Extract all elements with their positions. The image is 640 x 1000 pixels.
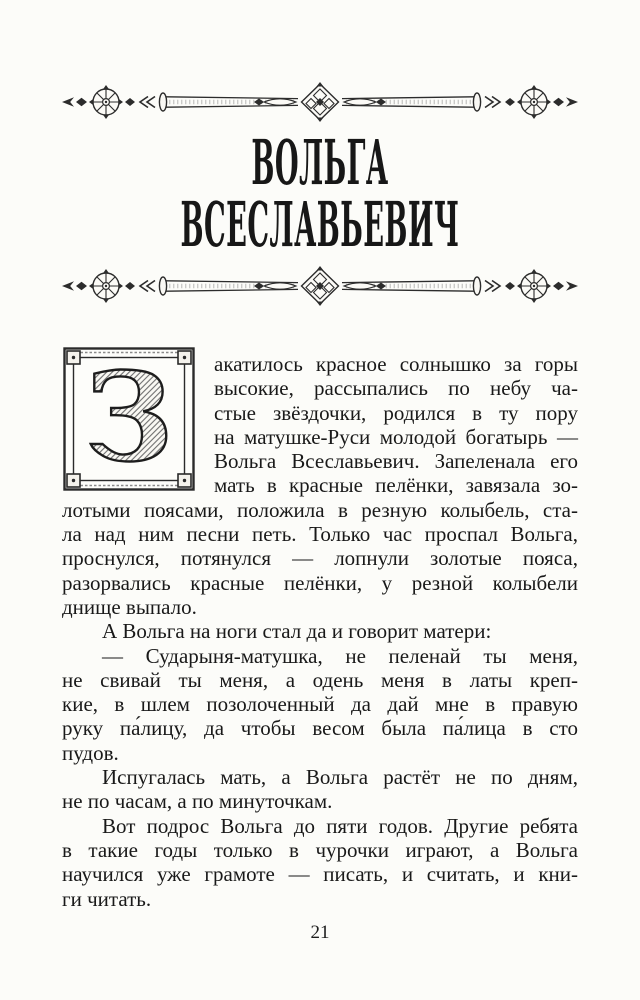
text-line: научился уже грамоте — писать, и считать, и кни-: [62, 862, 578, 887]
drop-cap-initial: [62, 346, 196, 492]
text-line: мать в красные пелёнки, завязала зо-: [214, 473, 578, 498]
text-line: руку па́лицу, да чтобы весом была па́лица в сто: [62, 716, 578, 741]
drop-cap-frame-icon: [62, 346, 196, 492]
text-line: разорвались красные пелёнки, у резной колыбели: [62, 570, 578, 595]
text-line: стые звёздочки, родился в ту пору: [214, 400, 578, 425]
text-line: акатилось красное солнышко за горы: [214, 352, 578, 376]
text-line: А Вольга на ноги стал да и говорит матери:: [102, 619, 492, 644]
text-line: не по часам, а по минуточкам.: [62, 789, 333, 814]
chapter-title-line1: ВОЛЬГА: [251, 126, 389, 199]
page-number: 21: [310, 922, 330, 943]
text-line: ла над ним песни петь. Только час проспал Вольга,: [62, 522, 578, 547]
text-line: Вот подрос Вольга до пяти годов. Другие ребята: [102, 813, 578, 838]
chapter-title: [0, 126, 640, 261]
text-line: Вольга Всеславьевич. Запеленала его: [214, 449, 578, 474]
text-line: пудов.: [62, 740, 119, 765]
story-text: [62, 346, 578, 911]
text-line: Испугалась мать, а Вольга растёт не по дням,: [102, 765, 578, 790]
text-line: — Сударыня-матушка, не пеленай ты меня,: [102, 643, 578, 668]
ornamental-divider-bottom-icon: [60, 266, 580, 306]
text-line: кие, в шлем позолоченный да дай мне в правую: [62, 692, 578, 717]
text-line: проснулся, потянулся — лопнули золотые пояса,: [62, 546, 578, 571]
drop-cap-letter: З: [85, 346, 173, 489]
text-line: в такие годы только в чурочки играют, а Вольга: [62, 837, 578, 862]
ornamental-divider-top-icon: [60, 82, 580, 122]
text-line: на матушке-Руси молодой богатырь —: [214, 424, 578, 449]
text-line: не свивай ты меня, а одень меня в латы креп-: [62, 667, 578, 692]
chapter-title-line2: ВСЕСЛАВЬЕВИЧ: [180, 188, 460, 261]
text-line: ги читать.: [62, 886, 152, 911]
text-line: лотыми поясами, положила в резную колыбель, ста-: [62, 497, 578, 522]
text-line: днище выпало.: [62, 594, 197, 619]
text-line: высокие, рассыпались по небу ча-: [214, 376, 578, 401]
